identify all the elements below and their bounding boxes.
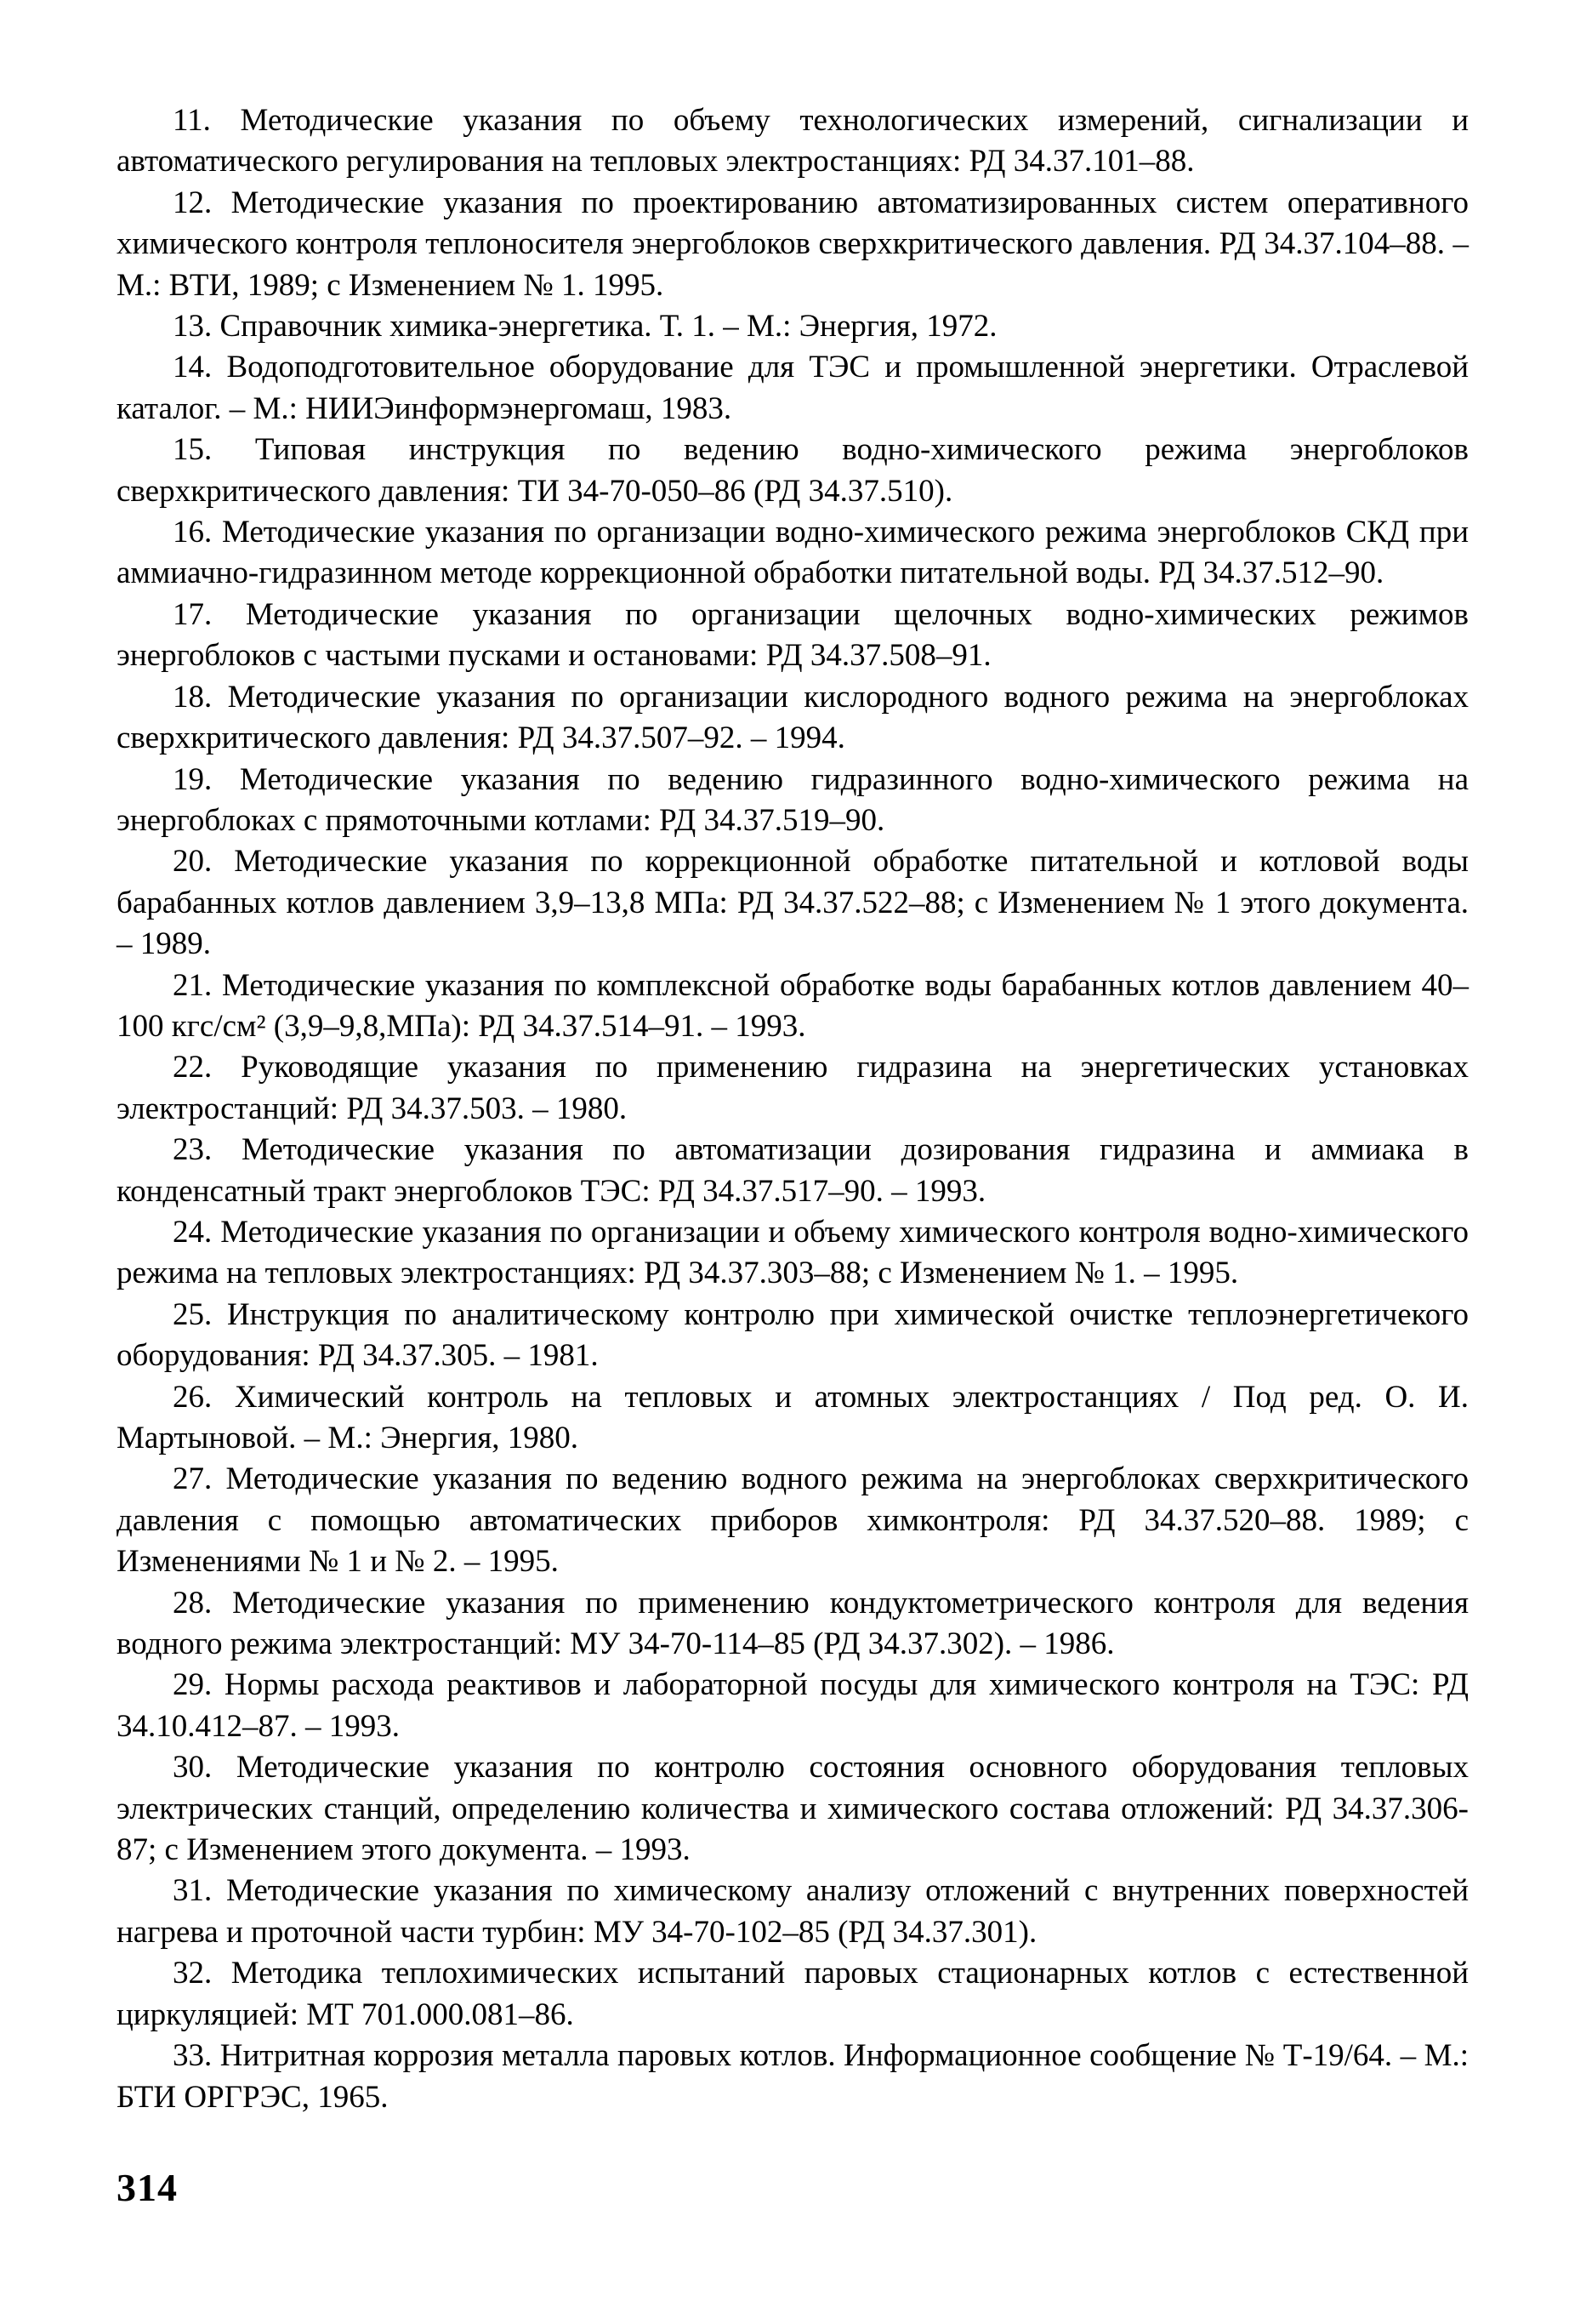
reference-text: Методические указания по ведению водного режима на энергоблоках сверхкритического давления с помощью автоматических приборов химконтроля: РД 34.37.520–88. 1989; с Изменениями № 1 и № 2. – 1995. bbox=[117, 1461, 1469, 1580]
reference-text: Руководящие указания по применению гидразина на энергетических установках электростанций: РД 34.37.503. – 1980. bbox=[117, 1050, 1469, 1126]
reference-text: Водоподготовительное оборудование для ТЭС и промышленной энергетики. Отраслевой каталог. – М.: НИИЭинформэнергомаш, 1983. bbox=[117, 350, 1469, 426]
reference-text: Методические указания по применению кондуктометрического контроля для ведения водного режима электростанций: МУ 34-70-114–85 (РД 34.37.302). – 1986. bbox=[117, 1585, 1469, 1662]
reference-number: 26. bbox=[173, 1379, 213, 1415]
reference-number: 27. bbox=[173, 1461, 213, 1497]
reference-text: Нормы расхода реактивов и лабораторной посуды для химического контроля на ТЭС: РД 34.10.412–87. – 1993. bbox=[117, 1667, 1469, 1744]
reference-text: Методические указания по организации водно-химического режима энергоблоков СКД при аммиачно-гидразинном методе коррекционной обработки питательной воды. РД 34.37.512–90. bbox=[117, 515, 1469, 591]
page-number: 314 bbox=[117, 2166, 178, 2209]
reference-item bbox=[117, 1047, 1469, 1130]
reference-item bbox=[117, 512, 1469, 595]
reference-item bbox=[117, 1583, 1469, 1666]
reference-text: Химический контроль на тепловых и атомных электростанциях / Под ред. О. И. Мартыновой. – М.: Энергия, 1980. bbox=[117, 1379, 1469, 1455]
reference-text: Нитритная коррозия металла паровых котлов. Информационное сообщение № Т-19/64. – М.: БТИ ОРГРЭС, 1965. bbox=[117, 2038, 1469, 2115]
reference-item bbox=[117, 760, 1469, 842]
reference-item bbox=[117, 677, 1469, 760]
reference-item bbox=[117, 100, 1469, 183]
reference-text: Методические указания по проектированию автоматизированных систем оперативного химического контроля теплоносителя энергоблоков сверхкритического давления. РД 34.37.104–88. – М.: ВТИ, 1989; с Изменением № 1. 1995. bbox=[117, 185, 1469, 303]
reference-text: Методические указания по контролю состояния основного оборудования тепловых электрических станций, определению количества и химического состава отложений: РД 34.37.306-87; с Изменением этого документа. – 1993. bbox=[117, 1750, 1469, 1868]
reference-item bbox=[117, 1212, 1469, 1295]
reference-text: Методические указания по химическому анализу отложений с внутренних поверхностей нагрева и проточной части турбин: МУ 34-70-102–85 (РД 34.37.301). bbox=[117, 1873, 1469, 1950]
reference-number: 20. bbox=[173, 844, 213, 880]
reference-number: 13. bbox=[173, 309, 213, 345]
reference-item bbox=[117, 2036, 1469, 2118]
reference-number: 14. bbox=[173, 350, 213, 385]
reference-text: Методические указания по организации щелочных водно-химических режимов энергоблоков с частыми пусками и остановами: РД 34.37.508–91. bbox=[117, 596, 1469, 674]
reference-text: Методические указания по коррекционной обработке питательной и котловой воды барабанных котлов давлением 3,9–13,8 МПа: РД 34.37.522–88; с Изменением № 1 этого документа. – 1989. bbox=[117, 844, 1469, 962]
reference-item bbox=[117, 430, 1469, 512]
reference-number: 25. bbox=[173, 1296, 213, 1332]
reference-list bbox=[117, 100, 1469, 2118]
reference-number: 16. bbox=[173, 515, 213, 550]
reference-item bbox=[117, 1665, 1469, 1747]
reference-number: 19. bbox=[173, 761, 213, 797]
reference-text: Методические указания по организации кислородного водного режима на энергоблоках сверхкритического давления: РД 34.37.507–92. – 1994. bbox=[117, 679, 1469, 756]
reference-text: Методика теплохимических испытаний паровых стационарных котлов с естественной циркуляцией: МТ 701.000.081–86. bbox=[117, 1956, 1469, 2032]
reference-item bbox=[117, 1747, 1469, 1871]
reference-item bbox=[117, 841, 1469, 965]
reference-item bbox=[117, 347, 1469, 430]
reference-item bbox=[117, 595, 1469, 677]
reference-number: 11. bbox=[173, 103, 211, 138]
reference-text: Методические указания по ведению гидразинного водно-химического режима на энергоблоках с прямоточными котлами: РД 34.37.519–90. bbox=[117, 761, 1469, 838]
reference-number: 33. bbox=[173, 2038, 213, 2074]
reference-item bbox=[117, 1459, 1469, 1582]
reference-number: 12. bbox=[173, 185, 213, 220]
reference-item bbox=[117, 1377, 1469, 1460]
reference-text: Методические указания по организации и объему химического контроля водно-химического режима на тепловых электростанциях: РД 34.37.303–88; с Изменением № 1. – 1995. bbox=[117, 1214, 1469, 1291]
reference-number: 29. bbox=[173, 1667, 213, 1703]
reference-number: 23. bbox=[173, 1132, 213, 1168]
reference-text: Справочник химика-энергетика. Т. 1. – М.: Энергия, 1972. bbox=[219, 309, 998, 345]
reference-number: 28. bbox=[173, 1585, 213, 1621]
reference-item bbox=[117, 1953, 1469, 2036]
reference-item bbox=[117, 1871, 1469, 1953]
reference-item bbox=[117, 1130, 1469, 1212]
reference-number: 30. bbox=[173, 1750, 213, 1786]
reference-number: 21. bbox=[173, 967, 213, 1003]
reference-text: Методические указания по автоматизации дозирования гидразина и аммиака в конденсатный тракт энергоблоков ТЭС: РД 34.37.517–90. – 1993. bbox=[117, 1132, 1469, 1209]
reference-number: 17. bbox=[173, 596, 213, 632]
reference-number: 22. bbox=[173, 1050, 213, 1085]
reference-text: Методические указания по комплексной обработке воды барабанных котлов давлением 40–100 кгс/см² (3,9–9,8,МПа): РД 34.37.514–91. – 1993. bbox=[117, 967, 1469, 1044]
reference-number: 15. bbox=[173, 432, 213, 468]
reference-item bbox=[117, 306, 1469, 347]
reference-text: Типовая инструкция по ведению водно-химического режима энергоблоков сверхкритического давления: ТИ 34-70-050–86 (РД 34.37.510). bbox=[117, 432, 1469, 509]
reference-item bbox=[117, 183, 1469, 306]
reference-item bbox=[117, 965, 1469, 1048]
reference-number: 24. bbox=[173, 1214, 213, 1250]
reference-number: 31. bbox=[173, 1873, 213, 1909]
reference-text: Инструкция по аналитическому контролю при химической очистке теплоэнергетичекого оборудования: РД 34.37.305. – 1981. bbox=[117, 1296, 1469, 1374]
reference-number: 18. bbox=[173, 679, 213, 715]
page-body bbox=[117, 100, 1469, 2118]
reference-text: Методические указания по объему технологических измерений, сигнализации и автоматического регулирования на тепловых электростанциях: РД 34.37.101–88. bbox=[117, 103, 1469, 179]
reference-number: 32. bbox=[173, 1956, 213, 1991]
reference-item bbox=[117, 1295, 1469, 1377]
